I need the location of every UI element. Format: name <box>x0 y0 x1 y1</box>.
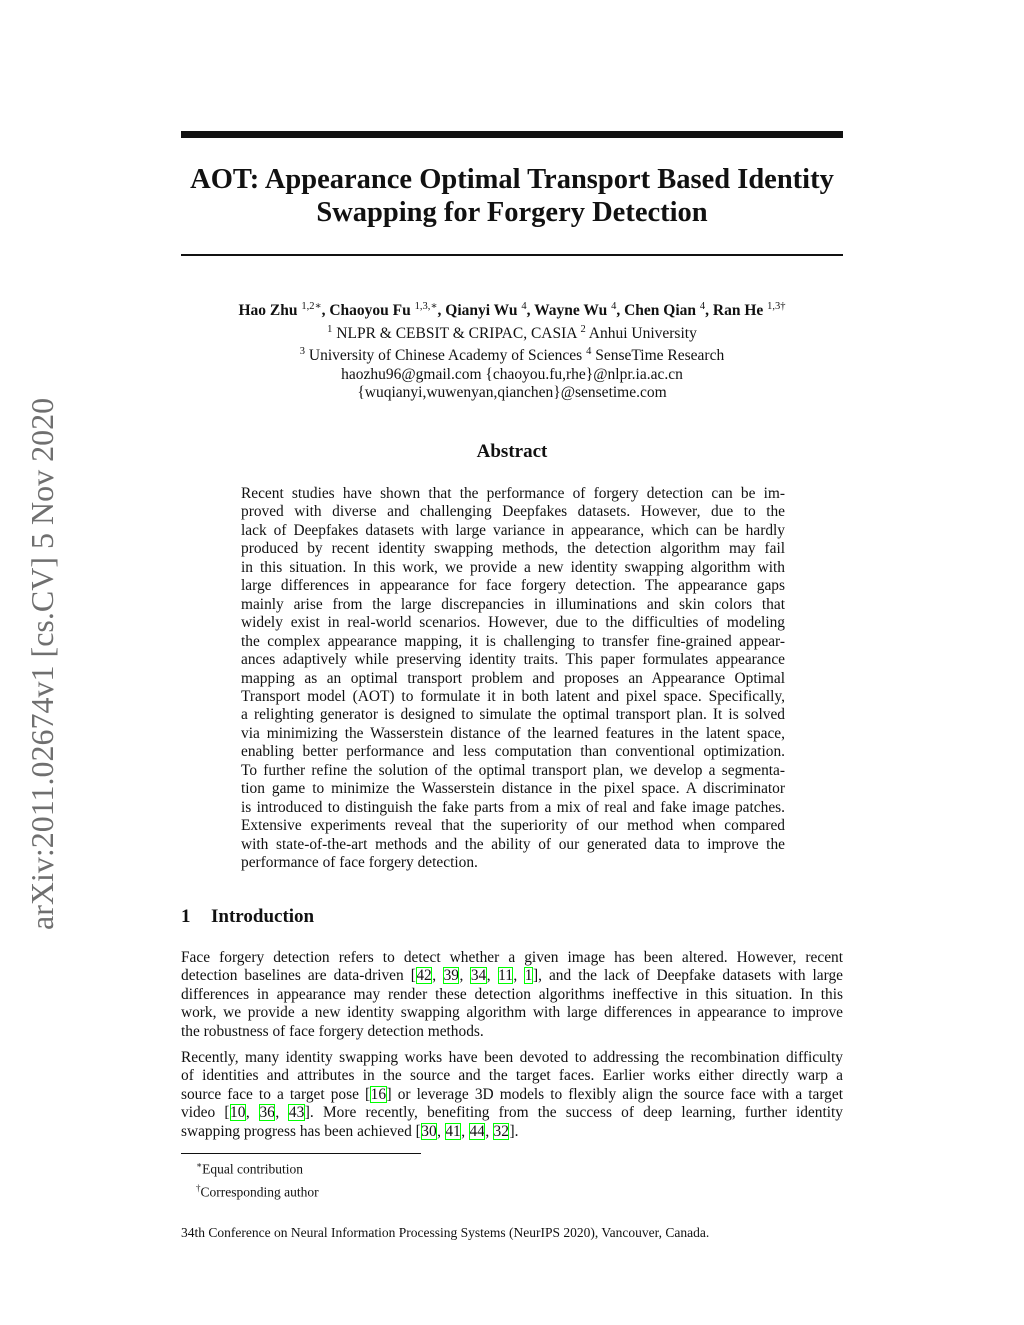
intro-paragraph-2 <box>181 1049 843 1141</box>
citation-link[interactable]: 43 <box>288 1104 305 1122</box>
paragraph-line <box>181 1067 843 1085</box>
paragraph-line <box>181 1086 843 1104</box>
abstract-line: produced by recent identity swapping methods, the detection algorithm may fail <box>241 540 785 558</box>
paragraph-line <box>181 1023 843 1041</box>
intro-paragraph-1 <box>181 949 843 1041</box>
citation-link[interactable]: 10 <box>230 1104 246 1122</box>
footnote-1 <box>196 1156 319 1179</box>
email-line-2: {wuqianyi,wuwenyan,qianchen}@sensetime.com <box>357 384 667 402</box>
affiliation: Anhui University <box>588 324 697 342</box>
citation-link[interactable]: 16 <box>370 1085 387 1103</box>
citation-link[interactable]: 34 <box>470 967 487 985</box>
citation-link[interactable]: 32 <box>493 1122 509 1140</box>
text-run: ] or leverage 3D models to flexibly align the source face with a target <box>386 1085 843 1103</box>
text-run: differences in appearance may render these detection algorithms ineffective in this situation. In this <box>181 985 843 1003</box>
abstract-line: Extensive experiments reveal that the superiority of our method when compared <box>241 817 785 835</box>
email-line-1: haozhu96@gmail.com {chaoyou.fu,rhe}@nlpr.ia.ac.cn <box>341 365 683 383</box>
affiliation-mark: 3 <box>299 346 305 358</box>
abstract-line: a relighting generator is designed to simulate the optimal transport plan. It is solved <box>241 706 785 724</box>
footnote-rule <box>181 1153 421 1154</box>
affiliation-mark: 4 <box>586 346 592 358</box>
author-affiliation-mark: 4 <box>611 301 617 312</box>
footnotes <box>196 1156 319 1201</box>
abstract-line: Transport model (AOT) to formulate it in both latent and pixel space. Specifically, <box>241 687 785 705</box>
section-number: 1 <box>181 906 191 927</box>
text-run: the robustness of face forgery detection methods. <box>181 1022 484 1040</box>
abstract-line: Recent studies have shown that the performance of forgery detection can be im- <box>241 485 785 502</box>
footnote-mark: ∗ <box>196 1160 203 1170</box>
author-name: Ran He <box>712 302 764 320</box>
text-run: , <box>486 967 498 985</box>
abstract-line: mainly arise from the large discrepancies in illuminations and skin colors that <box>241 595 785 613</box>
affiliation-line-1 <box>120 321 904 344</box>
author-name: Qianyi Wu <box>445 302 518 320</box>
abstract-line: enabling better performance and less computation than conventional optimization. <box>241 743 785 761</box>
abstract-body <box>241 485 785 873</box>
author-affiliation-mark: 1,2∗ <box>301 301 322 312</box>
abstract-heading: Abstract <box>476 441 548 462</box>
affiliation-line-2 <box>120 343 904 366</box>
arxiv-stamp: arXiv:2011.02674v1 [cs.CV] 5 Nov 2020 <box>24 397 60 930</box>
section-heading-introduction <box>181 906 314 928</box>
text-run: source face to a target pose [ <box>181 1085 371 1103</box>
citation-link[interactable]: 42 <box>416 967 432 985</box>
citation-link[interactable]: 1 <box>524 967 533 985</box>
abstract-line: tion game to minimize the Wasserstein distance in the pixel space. A discriminator <box>241 780 785 798</box>
text-run: , <box>245 1104 259 1122</box>
text-run: ]. More recently, benefiting from the success of deep learning, further identity <box>304 1104 843 1122</box>
text-run: , <box>437 1122 445 1140</box>
author-names: Hao Zhu $^{1,2∗}$, Chaoyou Fu $^{1,3,∗}$, Qianyi Wu $^4$, Wayne Wu $^4$, Chen Qian $^4$, Ran He $^{1,3\dagger}$ <box>238 301 786 320</box>
author-affiliation-mark: 4 <box>699 301 706 312</box>
affiliation: NLPR & CEBSIT & CRIPAC, CASIA <box>336 324 577 342</box>
citation-link[interactable]: 30 <box>421 1122 437 1140</box>
author-affiliation-mark: 1,3,∗ <box>414 301 438 312</box>
affiliation: University of Chinese Academy of Sciences <box>308 347 583 365</box>
author-name: Wayne Wu <box>534 302 608 320</box>
abstract-line: To further refine the solution of the optimal transport plan, we develop a segmenta- <box>241 761 785 779</box>
abstract-line: ances adaptively while preserving identity traits. This paper formulates appearance <box>241 651 785 669</box>
paragraph-line <box>181 949 843 967</box>
text-run: ], and the lack of Deepfake datasets with large <box>532 967 843 985</box>
citation-link[interactable]: 39 <box>443 967 459 985</box>
footnote-text: Corresponding author <box>200 1184 319 1199</box>
abstract-line: proved with diverse and challenging Deepfakes datasets. However, due to the <box>241 503 785 521</box>
citation-link[interactable]: 11 <box>498 967 513 985</box>
title-line-1: AOT: Appearance Optimal Transport Based Identity <box>190 164 834 195</box>
affiliation: SenseTime Research <box>595 347 725 365</box>
text-run: , <box>485 1122 494 1140</box>
paragraph-line <box>181 986 843 1004</box>
abstract-line: is introduced to distinguish the fake parts from a mix of real and fake image patches. <box>241 798 785 816</box>
author-name: Chaoyou Fu <box>329 302 411 320</box>
title-bottom-rule <box>181 254 843 256</box>
author-name: Hao Zhu <box>238 302 298 320</box>
footnote-text: Equal contribution <box>202 1161 303 1177</box>
paragraph-line <box>181 1049 843 1067</box>
abstract-line: mapping as an optimal transport problem and proposes an Appearance Optimal <box>241 669 785 687</box>
text-run: , <box>432 967 444 985</box>
citation-link[interactable]: 36 <box>259 1104 275 1122</box>
abstract-line: in this situation. In this work, we provide a new identity swapping algorithm with <box>241 558 785 576</box>
text-run: of identities and attributes in the source and the target faces. Earlier works either directly warp a <box>181 1067 843 1085</box>
abstract-line: via minimizing the Wasserstein distance of the learned features in the latent space, <box>241 724 785 742</box>
citation-link[interactable]: 41 <box>445 1122 461 1140</box>
paragraph-line <box>181 1123 843 1141</box>
abstract-line: with state-of-the-art methods and the ability of our generated data to improve the <box>241 835 785 853</box>
text-run: detection baselines are data-driven [ <box>181 967 416 985</box>
affiliation-mark: 2 <box>580 323 586 335</box>
text-run: ]. <box>509 1122 519 1140</box>
title-line-2: Swapping for Forgery Detection <box>316 197 708 228</box>
author-block <box>120 298 904 403</box>
author-affiliation-mark: 1,3† <box>767 301 786 312</box>
paper-title <box>150 163 874 229</box>
section-title: Introduction <box>211 906 315 927</box>
venue-footer: 34th Conference on Neural Information Processing Systems (NeurIPS 2020), Vancouver, Canada. <box>181 1225 710 1240</box>
citation-link[interactable]: 44 <box>469 1122 485 1140</box>
affiliation-mark: 1 <box>327 323 333 335</box>
author-name: Chen Qian <box>624 302 697 320</box>
text-run: , <box>513 967 525 985</box>
abstract-line: large differences in appearance for face forgery detection. The appearance gaps <box>241 577 785 595</box>
text-run: work, we provide a new identity swapping algorithm with large differences in appearance to improve <box>181 1004 843 1022</box>
abstract-line: the complex appearance mapping, it is challenging to transfer fine-grained appear- <box>241 632 785 650</box>
text-run: video [ <box>181 1104 230 1122</box>
title-top-rule <box>181 131 843 138</box>
paragraph-line <box>181 1104 843 1122</box>
text-run: swapping progress has been achieved [ <box>181 1122 421 1140</box>
footnote-2 <box>196 1179 319 1202</box>
text-run: Recently, many identity swapping works have been devoted to addressing the recombination difficulty <box>181 1049 843 1066</box>
paragraph-line <box>181 1004 843 1022</box>
abstract-line: widely exist in real-world scenarios. However, due to the difficulties of modeling <box>241 614 785 632</box>
text-run: Face forgery detection refers to detect whether a given image has been altered. However, recent <box>181 949 843 966</box>
abstract-line: performance of face forgery detection. <box>241 854 478 872</box>
text-run: , <box>459 967 471 985</box>
abstract-line: lack of Deepfakes datasets with large variance in appearance, which can be hardly <box>241 521 785 539</box>
text-run: , <box>275 1104 289 1122</box>
footnote-mark: † <box>196 1182 201 1193</box>
paragraph-line <box>181 967 843 985</box>
text-run: , <box>461 1122 469 1140</box>
author-affiliation-mark: 4 <box>521 301 527 312</box>
